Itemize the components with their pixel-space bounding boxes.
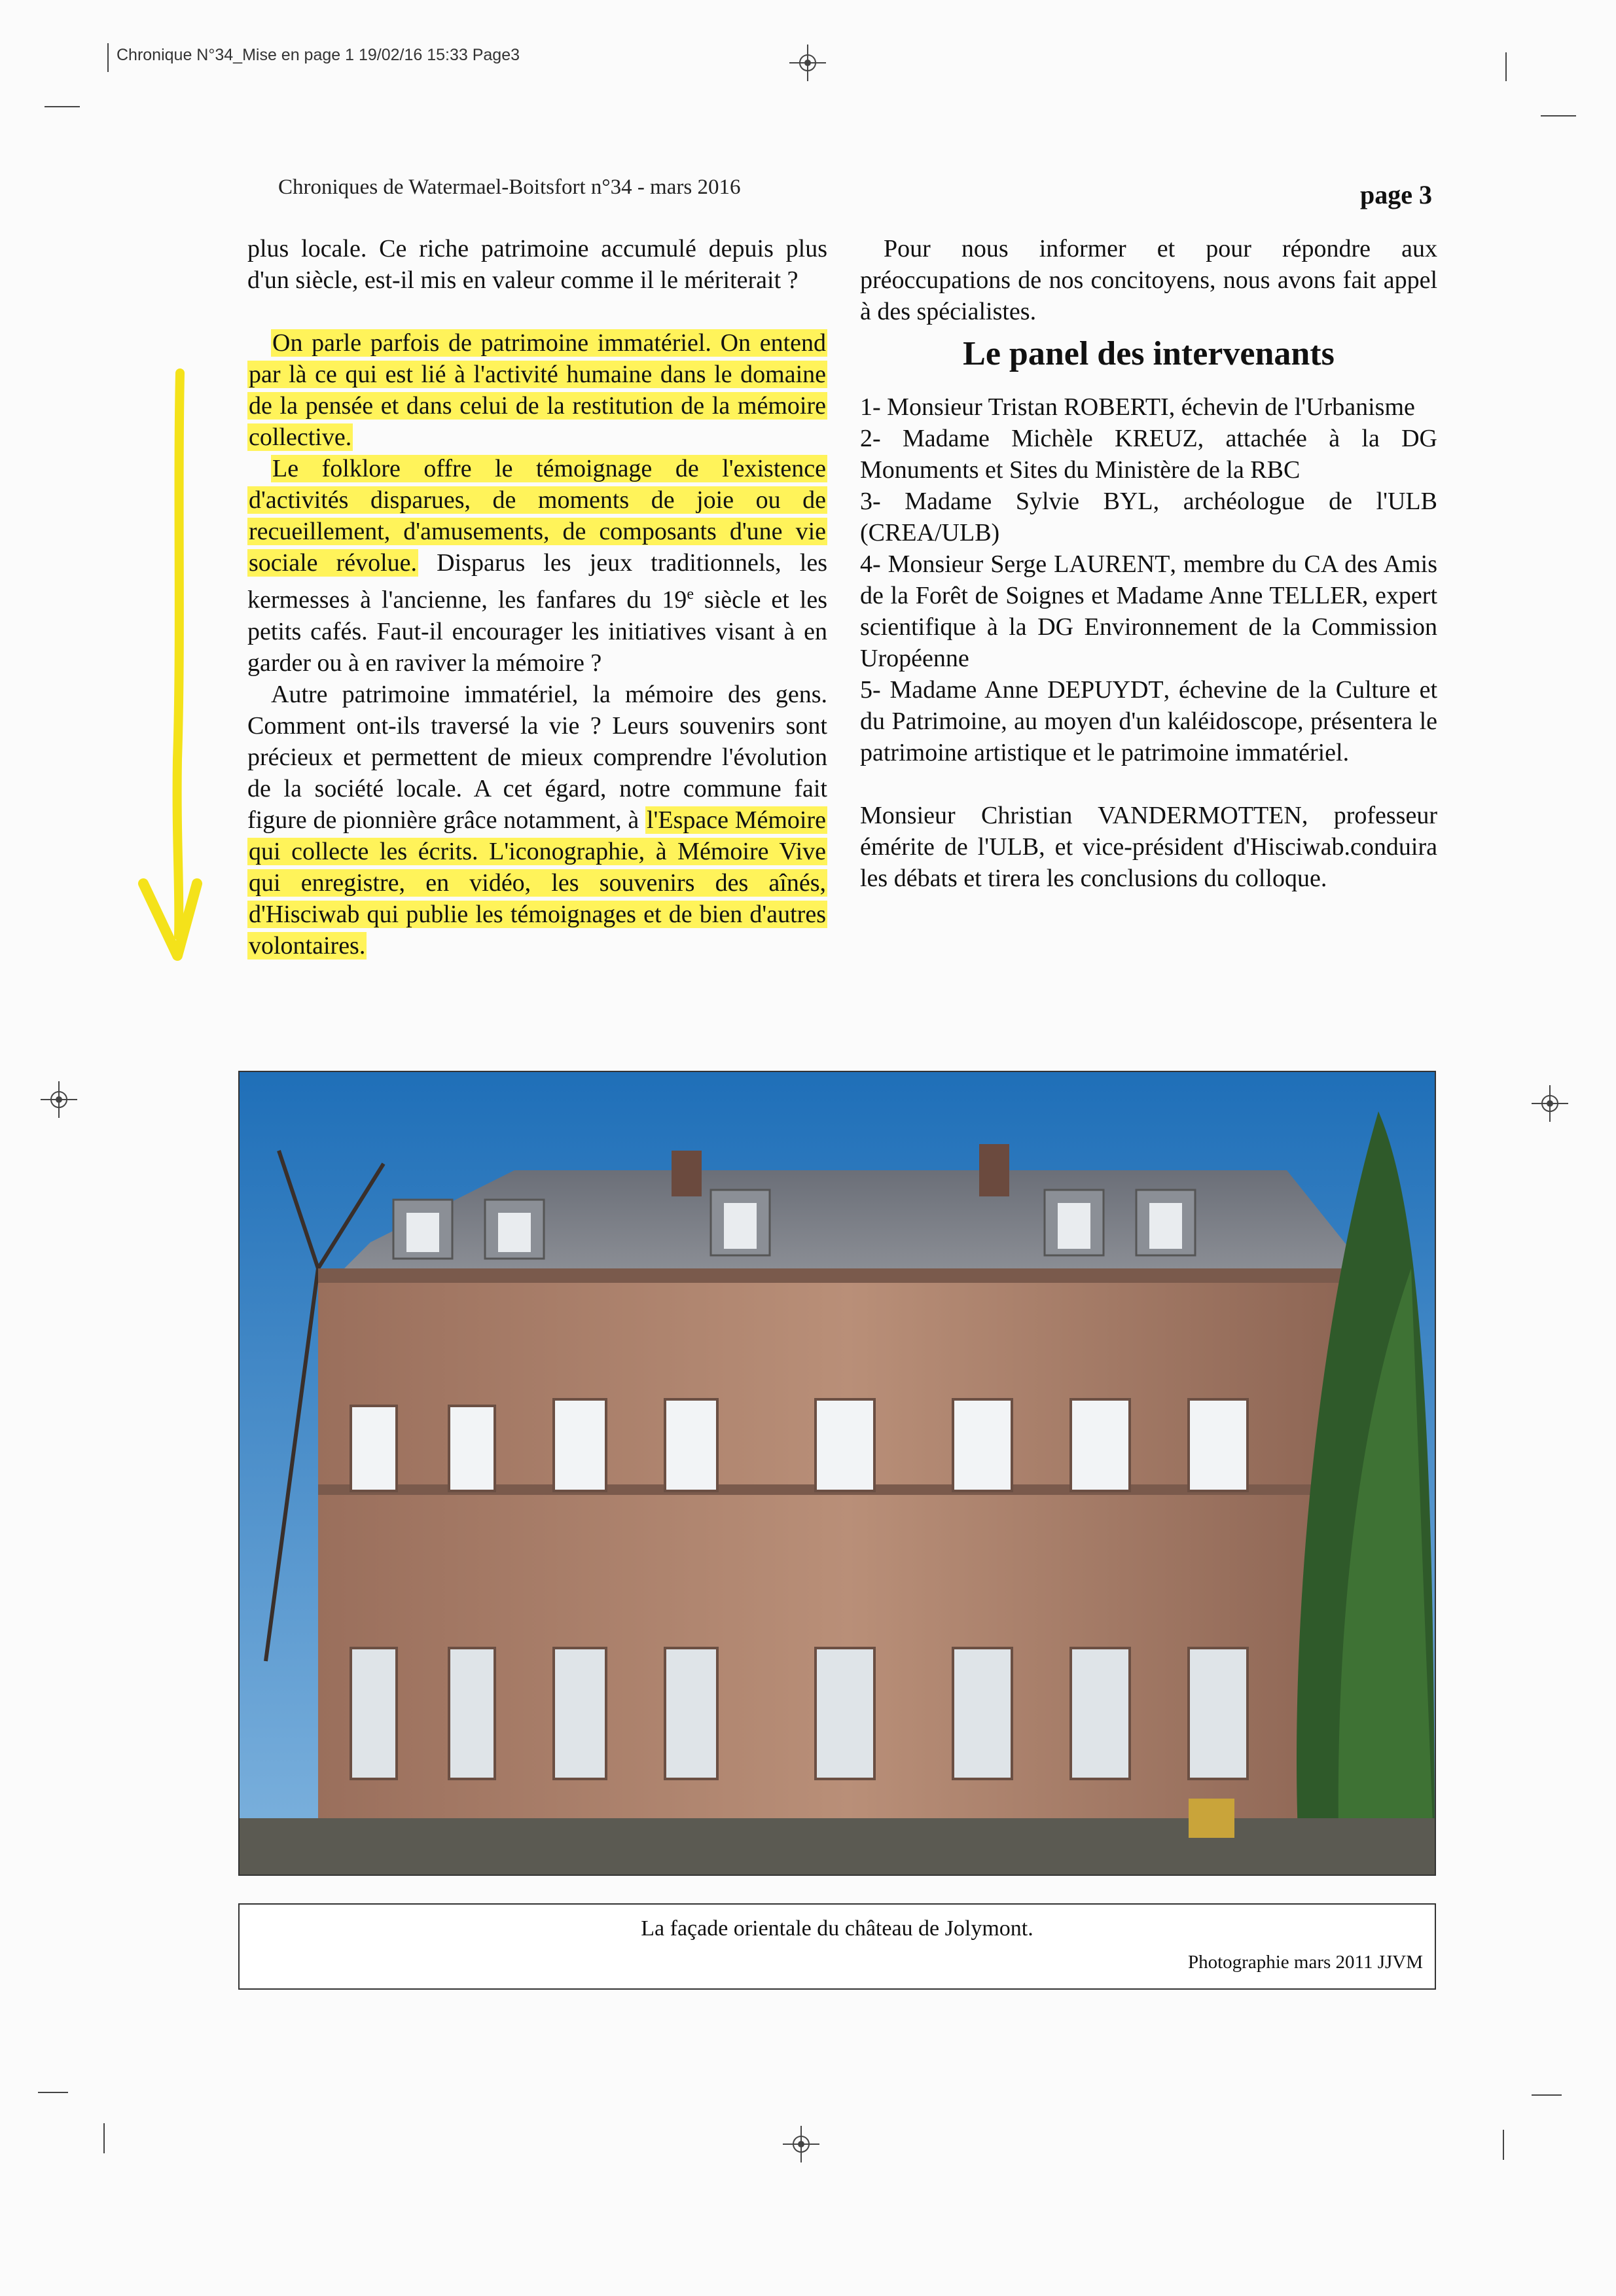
photo-credit: Photographie mars 2011 JJVM <box>1188 1952 1423 1973</box>
paragraph <box>247 453 827 679</box>
crop-mark <box>103 2123 105 2153</box>
superscript: e <box>687 586 694 603</box>
registration-mark-icon <box>783 2126 819 2162</box>
registration-mark-icon <box>789 45 826 81</box>
moderator-paragraph: Monsieur Christian VANDERMOTTEN, professeur émérite de l'ULB, et vice-président d'Hisciwab.conduira les débats et tirera les conclusions du colloque. <box>860 802 1437 892</box>
highlighted-text: l'Espace Mémoire qui collecte les écrits. L'iconographie, à Mémoire Vive qui enregistre, en vidéo, les souvenirs des aînés, d'Hisciwab qui publie les témoignages et de bien d'autres volontaires. <box>249 806 826 960</box>
running-header: Chroniques de Watermael-Boitsfort n°34 - mars 2016 <box>278 175 741 199</box>
crop-mark <box>1541 115 1576 117</box>
chateau-photo <box>238 1071 1436 1876</box>
photo-caption: La façade orientale du château de Jolymont. <box>641 1916 1033 1941</box>
text-run: siècle et les petits cafés. Faut-il encourager les initiatives visant à en garder ou à en raviver la mémoire ? <box>247 586 827 677</box>
page-number: page 3 <box>1360 180 1432 209</box>
highlighted-text: Le folklore offre le témoignage de l'existence d'activités disparues, de moments de joie ou de recueillement, d'amusements, de composants d'une vie sociale révolue. <box>249 455 826 577</box>
registration-mark-icon <box>1532 1085 1568 1122</box>
crop-mark <box>1503 2130 1504 2160</box>
paragraph: plus locale. Ce riche patrimoine accumulé depuis plus d'un siècle, est-il mis en valeur comme il le mériterait ? <box>247 235 827 294</box>
highlighted-text: On parle parfois de patrimoine immatériel. On entend par là ce qui est lié à l'activité humaine dans le domaine de la pensée et dans celui de la restitution de la mémoire collective. <box>249 329 826 451</box>
section-heading: Le panel des intervenants <box>963 335 1335 372</box>
paragraph <box>247 679 827 961</box>
left-column <box>247 233 827 961</box>
panel-item: 2- Madame Michèle KREUZ, attachée à la DG Monuments et Sites du Ministère de la RBC <box>860 425 1437 484</box>
print-slug: Chronique N°34_Mise en page 1 19/02/16 15:33 Page3 <box>117 46 520 64</box>
panel-item: 1- Monsieur Tristan ROBERTI, échevin de l'Urbanisme <box>860 393 1415 421</box>
text-run: Autre patrimoine immatériel, la mémoire des gens. Comment ont-ils traversé la vie ? Leurs souvenirs sont précieux et permettent de mieux comprendre l'évolution de la société locale. A cet égard, notre commune fait figure de pionnière grâce notamment, à <box>247 680 827 834</box>
crop-mark <box>107 43 109 72</box>
highlighter-arrow-icon <box>134 367 206 969</box>
text-run: Disparus les jeux traditionnels, les kermesses à l'ancienne, les fanfares du 19 <box>247 549 827 614</box>
paragraph: Pour nous informer et pour répondre aux préoccupations de nos concitoyens, nous avons fait appel à des spécialistes. <box>860 235 1437 325</box>
right-column <box>860 233 1437 894</box>
crop-mark <box>45 106 80 107</box>
photo-caption-box <box>238 1903 1436 1990</box>
registration-mark-icon <box>41 1081 77 1118</box>
crop-mark <box>38 2092 68 2093</box>
panel-item: 4- Monsieur Serge LAURENT, membre du CA des Amis de la Forêt de Soignes et Madame Anne TELLER, expert scientifique à la DG Environnement de la Commission Uropéenne <box>860 550 1437 672</box>
crop-mark <box>1532 2094 1562 2096</box>
paragraph <box>247 327 827 453</box>
crop-mark <box>1505 52 1507 81</box>
panel-item: 3- Madame Sylvie BYL, archéologue de l'ULB (CREA/ULB) <box>860 488 1437 547</box>
panel-item: 5- Madame Anne DEPUYDT, échevine de la Culture et du Patrimoine, au moyen d'un kaléidoscope, présentera le patrimoine artistique et le patrimoine immatériel. <box>860 676 1437 766</box>
